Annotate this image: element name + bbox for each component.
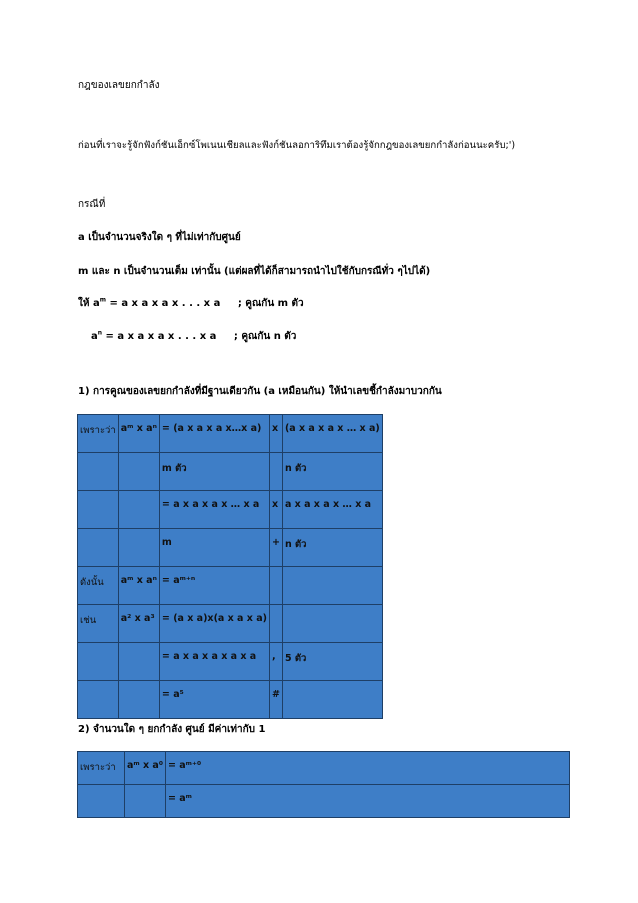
intro-paragraph: ก่อนที่เราจะรู้จักฟังก์ชันเอ็กซ์โพเนนเชียลและฟังก์ชันลอการิทึมเราต้องรู้จักกฎของเลขยกกำลังก่อนนะครับ;')	[78, 140, 516, 151]
table-cell: m ตัว	[159, 453, 269, 491]
definition-am-expansion: = a x a x a x . . . x a	[105, 298, 221, 309]
table-cell	[118, 529, 159, 567]
table-cell	[78, 491, 119, 529]
definition-an-note: ; คูณกัน n ตัว	[233, 331, 297, 342]
table-cell: #	[269, 681, 282, 719]
table-cell: = a x a x a x … x a	[159, 491, 269, 529]
table-cell: x	[269, 415, 282, 453]
table-cell	[282, 567, 382, 605]
definition-am-note: ; คูณกัน m ตัว	[237, 298, 304, 309]
table-row	[78, 643, 383, 681]
definition-an-prefix: a	[91, 331, 98, 342]
table-cell	[78, 529, 119, 567]
table-cell	[118, 453, 159, 491]
table-cell: = aᵐ⁺⁰	[166, 752, 570, 785]
table-cell	[118, 491, 159, 529]
table-cell: m	[159, 529, 269, 567]
table-cell: x	[269, 491, 282, 529]
table-cell	[124, 785, 165, 818]
table-cell	[78, 681, 119, 719]
rule1-table	[77, 414, 383, 719]
rule2-table	[77, 751, 570, 818]
table-cell	[118, 643, 159, 681]
table-cell	[269, 453, 282, 491]
table-row	[78, 453, 383, 491]
table-row	[78, 681, 383, 719]
table-cell	[78, 643, 119, 681]
table-cell: = a x a x a x a x a	[159, 643, 269, 681]
table-cell: ,	[269, 643, 282, 681]
rule2-heading: 2) จำนวนใด ๆ ยกกำลัง ศูนย์ มีค่าเท่ากับ 1	[78, 724, 266, 735]
table-cell: n ตัว	[282, 529, 382, 567]
table-row	[78, 567, 383, 605]
definition-an-exponent: n	[97, 329, 103, 337]
case-a-text: a เป็นจำนวนจริงใด ๆ ที่ไม่เท่ากับศูนย์	[78, 232, 241, 243]
table-row	[78, 415, 383, 453]
table-cell: เพราะว่า	[78, 752, 125, 785]
table-cell: = aᵐ	[166, 785, 570, 818]
definition-am-prefix: ให้ a	[78, 298, 100, 309]
page-title: กฎของเลขยกกำลัง	[78, 80, 160, 91]
table-cell: = a⁵	[159, 681, 269, 719]
table-cell	[282, 605, 382, 643]
table-cell: n ตัว	[282, 453, 382, 491]
table-cell	[118, 681, 159, 719]
table-row	[78, 529, 383, 567]
table-cell: ดังนั้น	[78, 567, 119, 605]
definition-an	[91, 329, 296, 344]
rule1-heading: 1) การคูณของเลขยกกำลังที่มีฐานเดียวกัน (a เหมือนกัน) ให้นำเลขชี้กำลังมาบวกกัน	[78, 386, 442, 397]
case-mn-text: m และ n เป็นจำนวนเต็ม เท่านั้น (แต่ผลที่ได้ก็สามารถนำไปใช้กับกรณีทั่ว ๆไปได้)	[78, 266, 431, 277]
table-cell: aᵐ x aⁿ	[118, 415, 159, 453]
table-cell	[78, 453, 119, 491]
table-cell	[282, 681, 382, 719]
table-cell: a x a x a x … x a	[282, 491, 382, 529]
table-cell	[269, 567, 282, 605]
table-row	[78, 491, 383, 529]
table-cell: = aᵐ⁺ⁿ	[159, 567, 269, 605]
definition-am	[78, 296, 304, 311]
table-cell: aᵐ x a⁰	[124, 752, 165, 785]
table-row	[78, 785, 570, 818]
table-cell: (a x a x a x … x a)	[282, 415, 382, 453]
definition-an-expansion: = a x a x a x . . . x a	[102, 331, 217, 342]
table-cell: 5 ตัว	[282, 643, 382, 681]
definition-am-exponent: m	[99, 296, 106, 304]
table-cell: aᵐ x aⁿ	[118, 567, 159, 605]
table-cell: เช่น	[78, 605, 119, 643]
table-cell: = (a x a)x(a x a x a)	[159, 605, 269, 643]
table-cell: = (a x a x a x…x a)	[159, 415, 269, 453]
table-cell	[78, 785, 125, 818]
table-cell: เพราะว่า	[78, 415, 119, 453]
table-row	[78, 605, 383, 643]
table-row	[78, 752, 570, 785]
table-cell: a² x a³	[118, 605, 159, 643]
case-heading: กรณีที่	[78, 199, 106, 210]
table-cell	[269, 605, 282, 643]
table-cell: +	[269, 529, 282, 567]
